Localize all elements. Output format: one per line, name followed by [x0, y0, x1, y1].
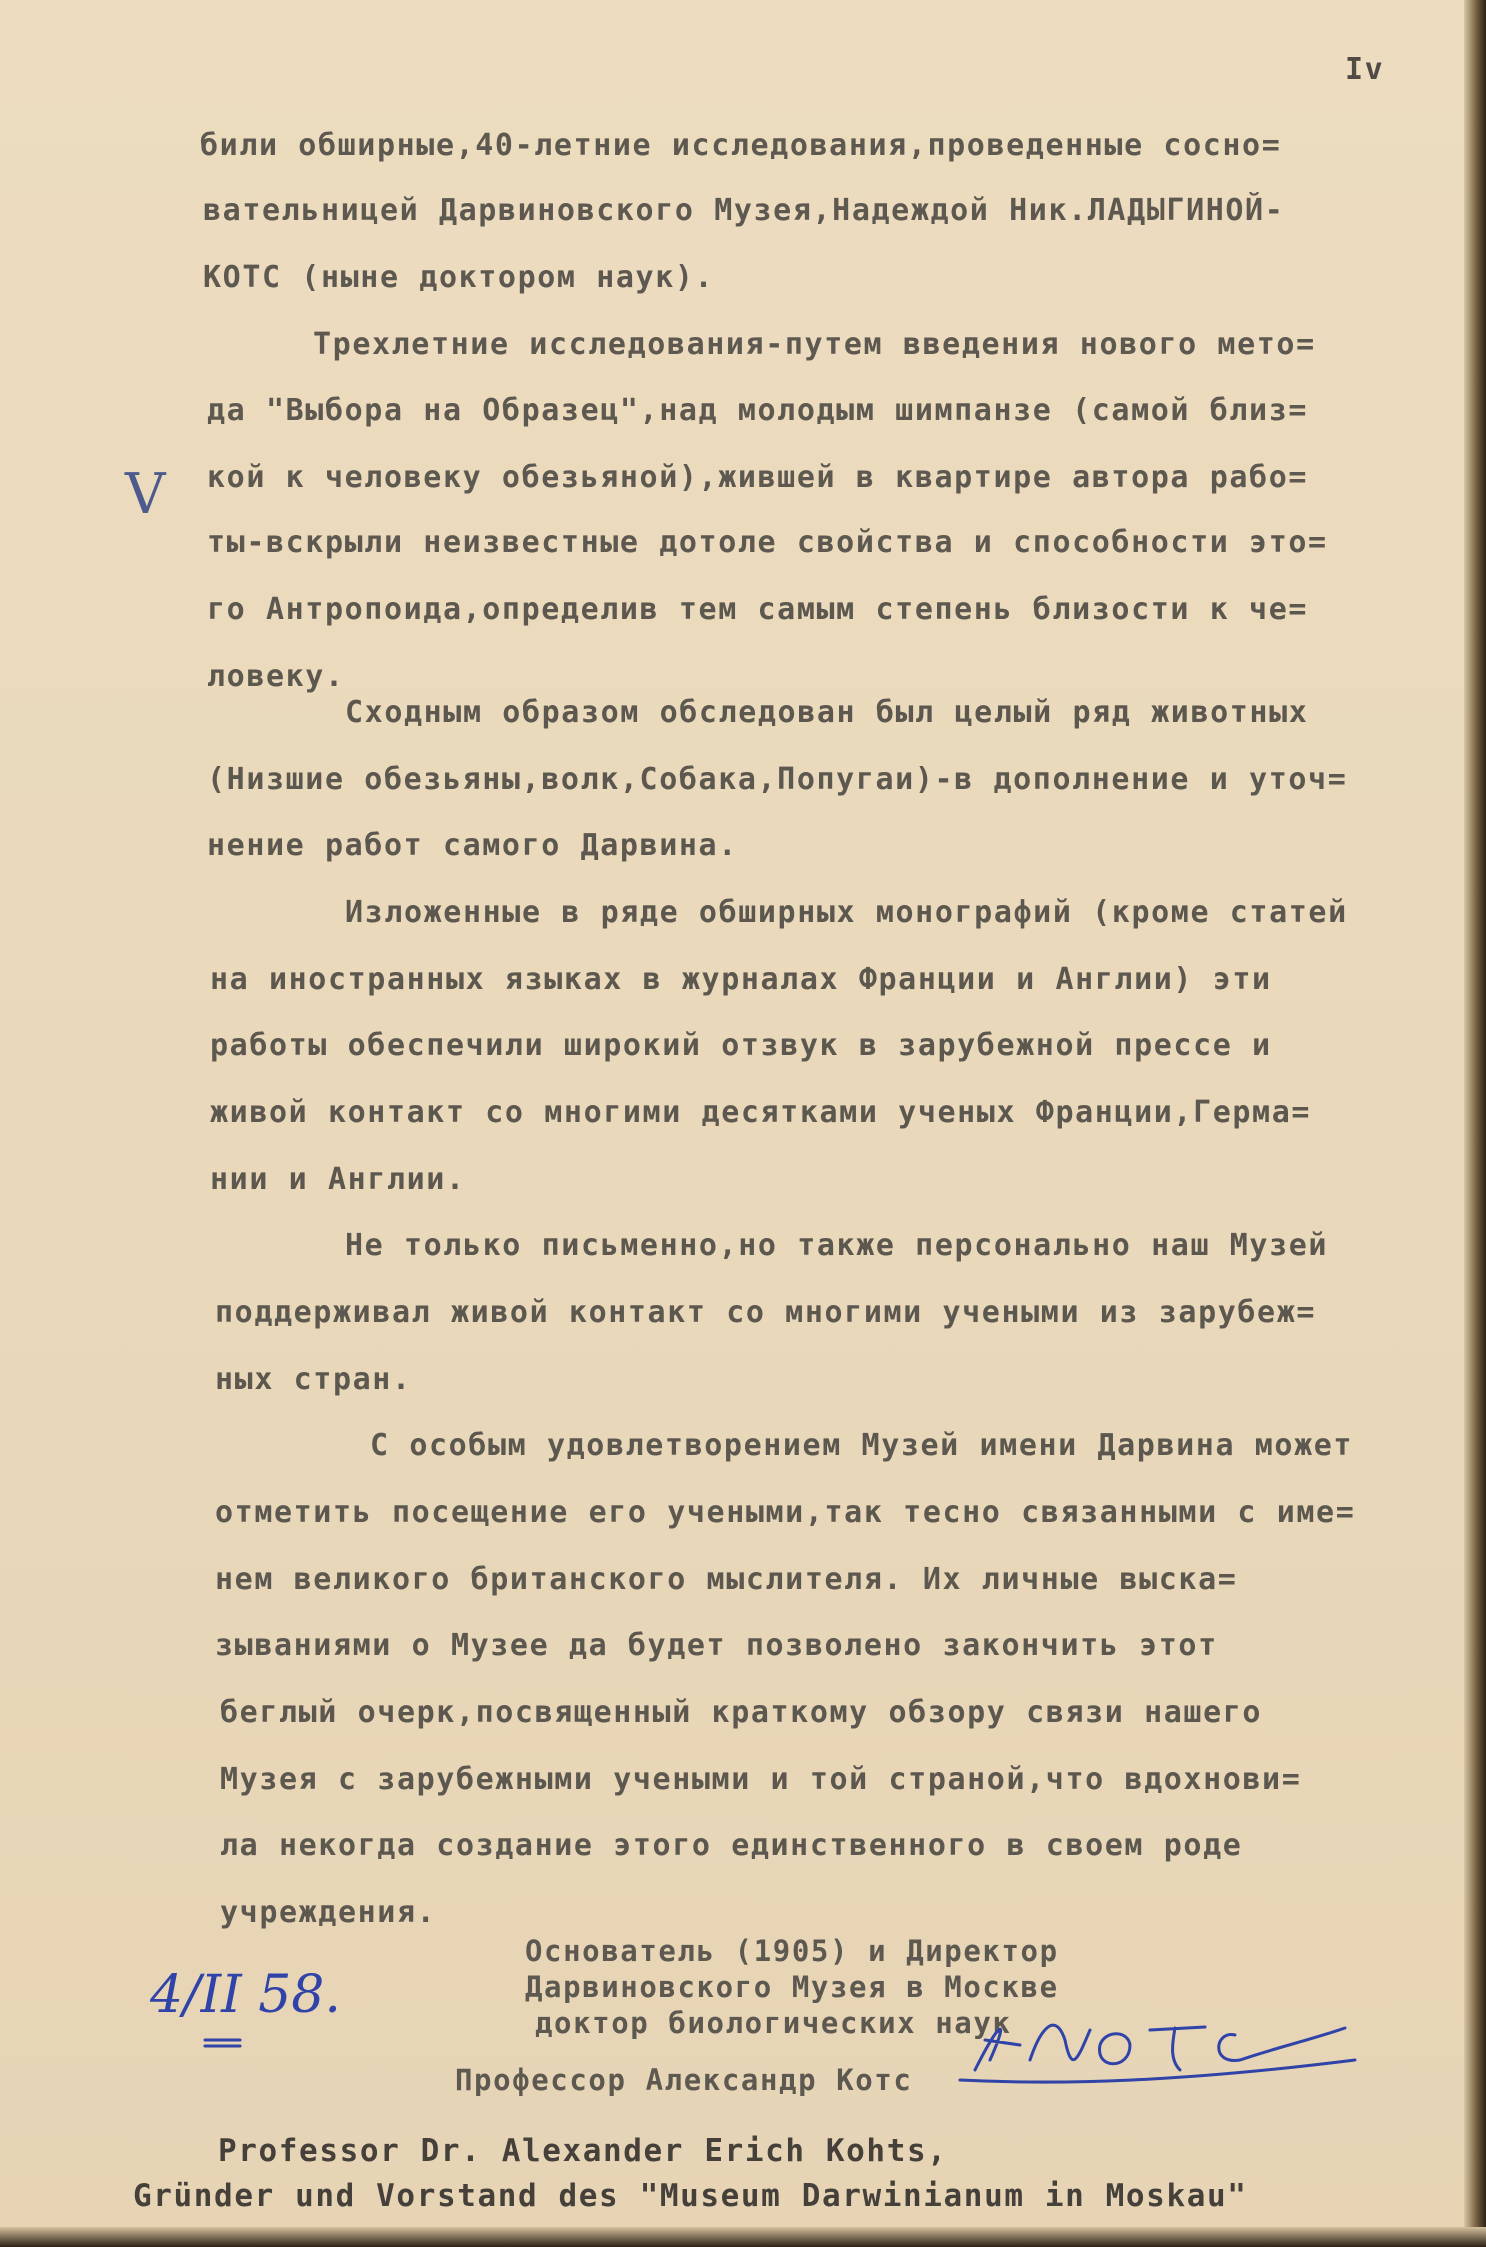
body-line: Не только письменно,но также персонально наш Музей [345, 1228, 1329, 1263]
signature-underline [960, 2060, 1355, 2082]
signature-line: доктор биологических наук [535, 2006, 1012, 2040]
body-line: нии и Англии. [210, 1162, 466, 1197]
body-line: кой к человеку обезьяной),жившей в квартире автора рабо= [207, 460, 1309, 495]
handwritten-signature [975, 2025, 1345, 2070]
body-line: Изложенные в ряде обширных монографий (кроме статей [345, 895, 1348, 930]
date-underline [205, 2040, 240, 2046]
body-line: нем великого британского мыслителя. Их личные выска= [215, 1562, 1238, 1597]
body-line: били обширные,40-летние исследования,проведенные сосно= [200, 128, 1282, 163]
body-line: КОТС (ныне доктором наук). [203, 260, 715, 295]
body-line: работы обеспечили широкий отзвук в зарубежной прессе и [210, 1028, 1272, 1063]
body-line: вательницей Дарвиновского Музея,Надеждой Ник.ЛАДЫГИНОЙ- [203, 193, 1285, 228]
page-number: Iv [1345, 52, 1385, 87]
handwritten-date: 4/II 58. [150, 1965, 341, 2025]
body-line: ловеку. [207, 659, 345, 694]
body-line: зываниями о Музее да будет позволено закончить этот [215, 1628, 1218, 1663]
margin-checkmark: V [125, 462, 166, 527]
body-line: живой контакт со многими десятками ученых Франции,Герма= [210, 1095, 1312, 1130]
german-line: Gründer und Vorstand des "Museum Darwinianum in Moskau" [133, 2178, 1248, 2214]
body-line: Сходным образом обследован был целый ряд животных [345, 695, 1309, 730]
body-line: ных стран. [215, 1362, 412, 1397]
body-line: беглый очерк,посвященный краткому обзору связи нашего [220, 1695, 1263, 1730]
signature-line: Основатель (1905) и Директор [525, 1934, 1059, 1968]
body-line: (Низшие обезьяны,волк,Собака,Попугаи)-в дополнение и уточ= [207, 762, 1348, 797]
body-line: ла некогда создание этого единственного в своем роде [220, 1828, 1243, 1863]
body-line: нение работ самого Дарвина. [207, 828, 738, 863]
body-line: Трехлетние исследования-путем введения нового мето= [313, 327, 1316, 362]
body-line: да "Выбора на Образец",над молодым шимпанзе (самой близ= [207, 393, 1309, 428]
body-line: на иностранных языках в журналах Франции и Англии) эти [210, 962, 1272, 997]
signature-line: Профессор Александр Котс [455, 2063, 913, 2097]
body-line: Музея с зарубежными учеными и той страной,что вдохнови= [220, 1762, 1302, 1797]
body-line: учреждения. [220, 1895, 437, 1930]
body-line: ты-вскрыли неизвестные дотоле свойства и способности это= [207, 525, 1328, 560]
body-line: отметить посещение его учеными,так тесно связанными с име= [215, 1495, 1356, 1530]
signature-line: Дарвиновского Музея в Москве [525, 1970, 1059, 2004]
body-line: С особым удовлетворением Музей имени Дарвина может [370, 1428, 1354, 1463]
body-line: поддерживал живой контакт со многими учеными из зарубеж= [215, 1295, 1317, 1330]
german-line: Professor Dr. Alexander Erich Kohts, [218, 2133, 948, 2169]
body-line: го Антропоида,определив тем самым степень близости к че= [207, 592, 1309, 627]
